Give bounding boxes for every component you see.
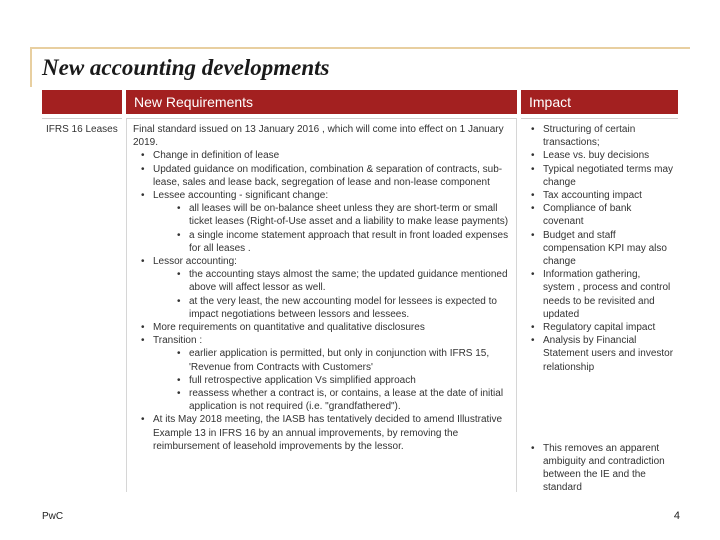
requirement-bullet: • At its May 2018 meeting, the IASB has tentatively decided to amend Illustrative Example 13 in IFRS 16 by an annual improvements, by removing the reimbursement of leasehold improvements by the lessor. [133, 413, 510, 453]
impact-bullet: • Regulatory capital impact [525, 321, 674, 334]
requirement-subbullet: • the accounting stays almost the same; the updated guidance mentioned above will affect lessor as well. [133, 268, 510, 294]
left-accent-rule [30, 47, 32, 87]
impact-bullet: • Compliance of bank covenant [525, 202, 674, 228]
requirement-bullet: • Transition : [133, 334, 510, 347]
requirements-cell [126, 118, 517, 492]
requirement-subbullet: • at the very least, the new accounting model for lessees is expected to impact negotiations between lessors and lessees. [133, 295, 510, 321]
requirement-bullet: • Change in definition of lease [133, 149, 510, 162]
slide-title: New accounting developments [42, 55, 330, 80]
top-accent-rule [30, 47, 690, 49]
page-number: 4 [673, 510, 680, 522]
impact-bullet-last: • This removes an apparent ambiguity and contradiction between the IE and the standard [525, 442, 674, 495]
header-blank-cell [42, 90, 122, 114]
impact-bullet: • Typical negotiated terms may change [525, 163, 674, 189]
requirement-subbullet: • all leases will be on-balance sheet unless they are short-term or small ticket leases (Right-of-Use asset and a liability to make lease payments) [133, 202, 510, 228]
row-label: IFRS 16 Leases [46, 124, 118, 135]
row-label-cell [42, 118, 122, 492]
requirement-subbullet: • reassess whether a contract is, or contains, a lease at the date of initial application is not required (i.e. "grandfathered"). [133, 387, 510, 413]
requirement-subbullet: • full retrospective application Vs simplified approach [133, 374, 510, 387]
impact-bullet: • Information gathering, system , process and control needs to be revisited and updated [525, 268, 674, 321]
impact-cell [521, 118, 678, 492]
requirements-intro: Final standard issued on 13 January 2016 , which will come into effect on 1 January 2019. [133, 124, 504, 149]
impact-bullet: • Structuring of certain transactions; [525, 123, 674, 149]
requirement-bullet: • Updated guidance on modification, combination & separation of contracts, sub-lease, sales and lease back, segregation of lease and non-lease component [133, 163, 510, 189]
requirement-bullet: • More requirements on quantitative and qualitative disclosures [133, 321, 510, 334]
requirement-bullet: • Lessor accounting: [133, 255, 510, 268]
requirement-bullet: • Lessee accounting - significant change: [133, 189, 510, 202]
requirement-subbullet: • a single income statement approach that result in front loaded expenses for all leases . [133, 229, 510, 255]
impact-bullet: • Lease vs. buy decisions [525, 149, 674, 162]
header-impact: Impact [521, 90, 678, 114]
requirement-subbullet: • earlier application is permitted, but only in conjunction with IFRS 15, 'Revenue from Contracts with Customers' [133, 347, 510, 373]
impact-spacer [525, 374, 674, 442]
impact-bullet: • Tax accounting impact [525, 189, 674, 202]
impact-bullet: • Budget and staff compensation KPI may also change [525, 229, 674, 269]
impact-bullet: • Analysis by Financial Statement users and investor relationship [525, 334, 674, 374]
footer-brand: PwC [42, 511, 64, 522]
header-new-requirements: New Requirements [126, 90, 517, 114]
